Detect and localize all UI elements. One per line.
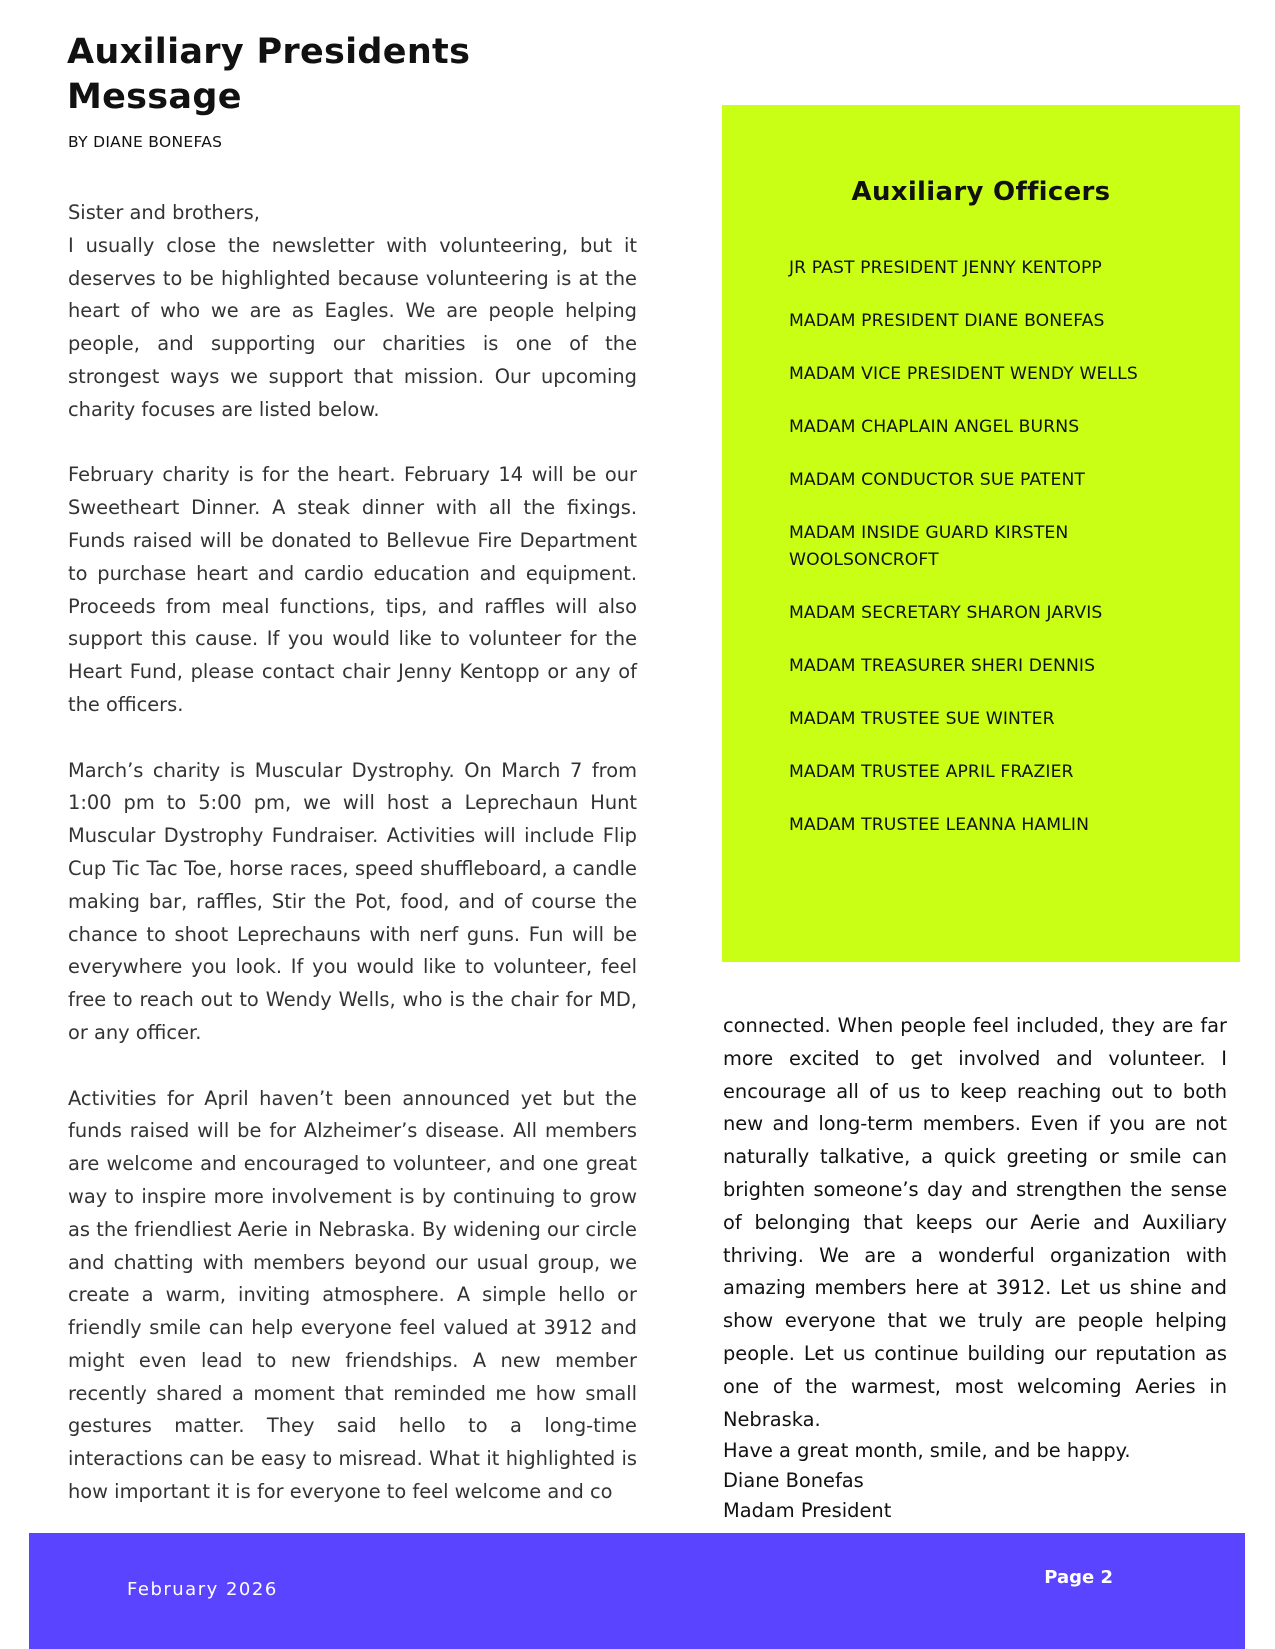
sign-off: Have a great month, smile, and be happy. (723, 1439, 1131, 1463)
greeting: Sister and brothers, (68, 201, 260, 224)
footer-date: February 2026 (127, 1579, 278, 1600)
signature-title: Madam President (723, 1499, 892, 1523)
paragraph-intro: I usually close the newsletter with volunteering, but it deserves to be highlighted because volunteering is at the heart of who we are as Eagles. We are people helping people, and supporting our charities is one of the strongest ways we support that mission. Our upcoming charity focuses are listed below. (68, 233, 637, 421)
article-body-left (68, 197, 637, 1509)
article-body-right (723, 1010, 1227, 1526)
officers-title: Auxiliary Officers (851, 177, 1111, 207)
officer-item: MADAM PRESIDENT DIANE BONEFAS (789, 311, 1105, 331)
paragraph-february: February charity is for the heart. February 14 will be our Sweetheart Dinner. A steak dinner with all the fixings. Funds raised will be donated to Bellevue Fire Department to purchase heart and cardio education and equipment. Proceeds from meal functions, tips, and raffles will also support this cause. If you would like to volunteer for the Heart Fund, please contact chair Jenny Kentopp or any of the officers. (68, 463, 637, 716)
page-number: Page 2 (1044, 1567, 1113, 1588)
officer-item: JR PAST PRESIDENT JENNY KENTOPP (789, 258, 1102, 278)
officer-item: MADAM SECRETARY SHARON JARVIS (789, 602, 1103, 623)
officer-item: MADAM TRUSTEE LEANNA HAMLIN (789, 814, 1090, 835)
officer-item: MADAM INSIDE GUARD KIRSTEN WOOLSONCROFT (789, 523, 1069, 570)
officer-item: MADAM CONDUCTOR SUE PATENT (789, 470, 1086, 490)
paragraph-march: March’s charity is Muscular Dystrophy. On March 7 from 1:00 pm to 5:00 pm, we will host a Leprechaun Hunt Muscular Dystrophy Fundraiser. Activities will include Flip Cup Tic Tac Toe, horse races, speed shuffleboard, a candle making bar, raffles, Stir the Pot, food, and of course the chance to shoot Leprechauns with nerf guns. Fun will be everywhere you look. If you would like to volunteer, feel free to reach out to Wendy Wells, who is the chair for MD, or any officer. (68, 758, 637, 1044)
article-title: Auxiliary Presidents Message (67, 32, 471, 117)
paragraph-continued: connected. When people feel included, they are far more excited to get involved and volunteer. I encourage all of us to keep reaching out to both new and long-term members. Even if you are not naturally talkative, a quick greeting or smile can brighten someone’s day and strengthen the sense of belonging that keeps our Aerie and Auxiliary thriving. We are a wonderful organization with amazing members here at 3912. Let us shine and show everyone that we truly are people helping people. Let us continue building our reputation as one of the warmest, most welcoming Aeries in Nebraska. (723, 1014, 1227, 1431)
officer-item: MADAM TRUSTEE APRIL FRAZIER (789, 761, 1074, 782)
byline: BY DIANE BONEFAS (68, 133, 223, 151)
page-footer (29, 1533, 1245, 1649)
officers-panel (722, 105, 1240, 962)
signature-name: Diane Bonefas (723, 1469, 864, 1493)
paragraph-april: Activities for April haven’t been announced yet but the funds raised will be for Alzheimer’s disease. All members are welcome and encouraged to volunteer, and one great way to inspire more involvement is by continuing to grow as the friendliest Aerie in Nebraska. By widening our circle and chatting with members beyond our usual group, we create a warm, inviting atmosphere. A simple hello or friendly smile can help everyone feel valued at 3912 and might even lead to new friendships. A new member recently shared a moment that reminded me how small gestures matter. They said hello to a long-time interactions can be easy to misread. What it highlighted is how important it is for everyone to feel welcome and co (68, 1086, 637, 1504)
officers-list (789, 255, 1189, 865)
officer-item: MADAM TREASURER SHERI DENNIS (789, 655, 1096, 676)
officer-item: MADAM CHAPLAIN ANGEL BURNS (789, 417, 1080, 437)
officer-item: MADAM VICE PRESIDENT WENDY WELLS (789, 364, 1138, 384)
officer-item: MADAM TRUSTEE SUE WINTER (789, 708, 1055, 729)
